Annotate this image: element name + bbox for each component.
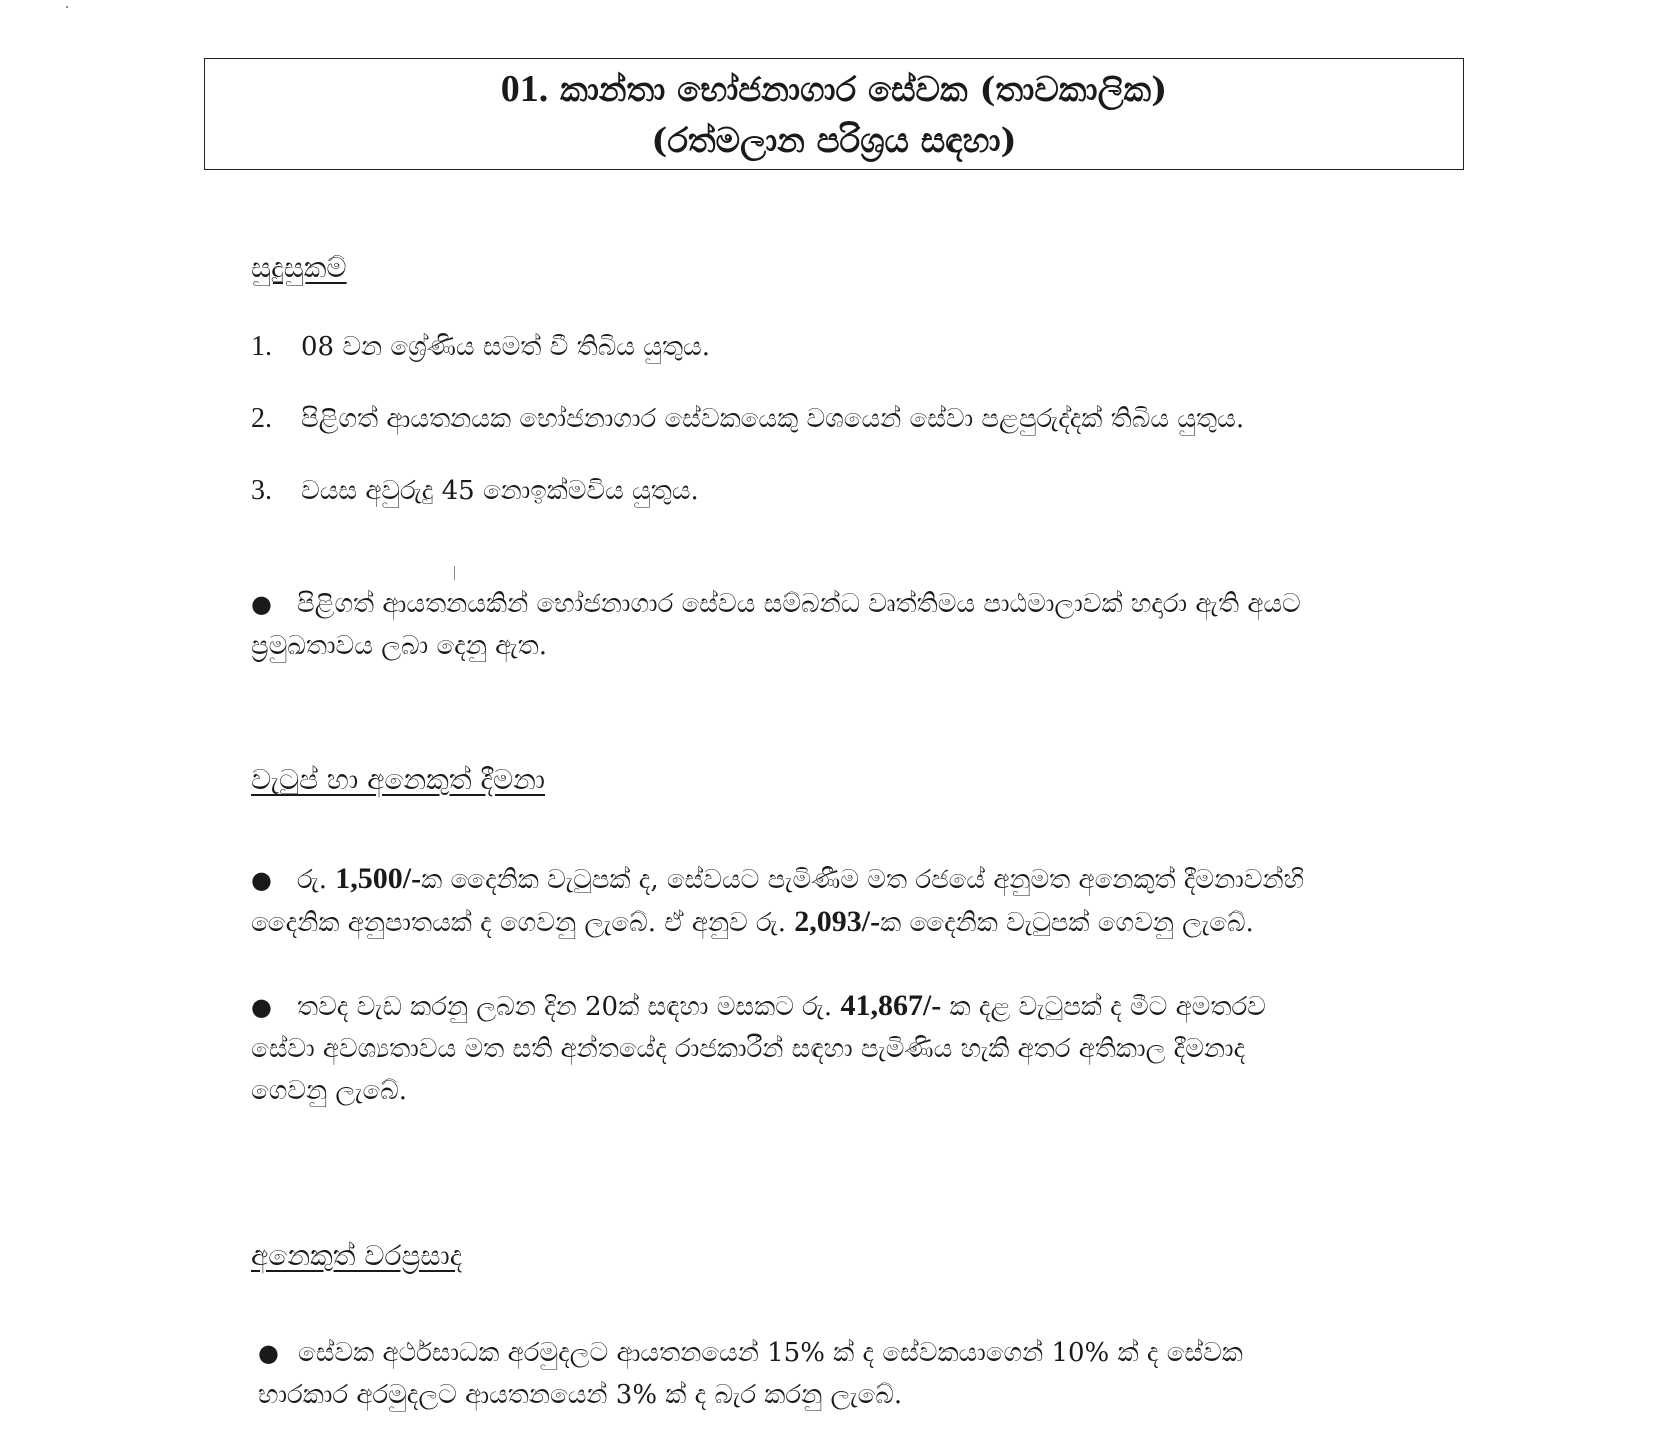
salary-bullet-1	[251, 858, 1491, 944]
salary-b1-line2-post: ක දෛනික වැටුපක් ගෙවනු ලැබේ.	[880, 908, 1254, 938]
note-line-1: පිළිගත් ආයතනයකින් භෝජනාගාර සේවය සම්බන්ධ වෘත්තිමය පාඨමාලාවක් හදාරා ඇති අයට	[297, 589, 1301, 619]
benefits-heading: අනෙකුත් වරප්‍රසාද	[251, 1239, 463, 1272]
monthly-wage-amount: 41,867/-	[840, 989, 942, 1022]
priority-note	[251, 583, 1491, 667]
scan-speck	[66, 6, 68, 8]
salary-b1-mid: ක දෛනික වැටුපක් ද, සේවයට පැමිණීම මත රජයේ අනුමත අනෙකුත් දීමනාවන්හි	[421, 865, 1305, 895]
item-text: 08 වන ශ්‍රේණිය සමත් වී තිබිය යුතුය.	[301, 332, 711, 362]
salary-bullet-2	[251, 985, 1491, 1112]
benefits-line-1: සේවක අර්ථසාධක අරමුදලට ආයතනයෙන් 15% ක් ද සේවකයාගෙන් 10% ක් ද සේවක	[298, 1338, 1243, 1368]
salary-b1-line2-pre: දෛනික අනුපාතයක් ද ගෙවනු ලැබේ. ඒ අනුව රු.	[251, 908, 795, 938]
salary-b2-post: ක දළ වැටුපක් ද මීට අමතරව	[941, 992, 1266, 1022]
bullet-icon: ●	[251, 993, 272, 1021]
item-text: පිළිගත් ආයතනයක භෝජනාගාර සේවකයෙකු වශයෙන් සේවා පළපුරුද්දක් තිබිය යුතුය.	[301, 404, 1245, 434]
benefits-line-2: භාරකාර අරමුදලට ආයතනයෙන් 3% ක් ද බැර කරනු ලැබේ.	[258, 1380, 903, 1410]
note-line-2: ප්‍රමුඛතාවය ලබා දෙනු ඇත.	[251, 631, 548, 661]
qualification-item	[251, 326, 1491, 368]
bullet-icon: ●	[258, 1339, 279, 1367]
item-number: 2.	[251, 403, 272, 434]
bullet-icon: ●	[251, 866, 272, 894]
title-number: 01.	[500, 68, 549, 110]
bullet-icon: ●	[251, 590, 272, 618]
item-number: 3.	[251, 475, 272, 506]
qualification-item	[251, 398, 1491, 440]
item-number: 1.	[251, 331, 272, 362]
title-text: කාන්තා භෝජනාගාර සේවක (තාවකාලික)	[560, 70, 1168, 110]
salary-b1-pre: රු.	[297, 865, 336, 895]
benefits-bullet	[258, 1332, 1498, 1416]
title-line-1	[205, 67, 1463, 112]
salary-b2-line2: සේවා අවශ්‍යතාවය මත සති අන්තයේද රාජකාරීන් සඳහා පැමිණිය හැකි අතර අතිකාල දීමනාද	[251, 1034, 1246, 1064]
title-line-2: (රත්මලාන පරිශ්‍රය සඳහා)	[651, 121, 1017, 161]
qualification-item	[251, 470, 1491, 512]
salary-b2-line3: ගෙවනු ලැබේ.	[251, 1076, 408, 1106]
total-daily-wage-amount: 2,093/-	[794, 905, 881, 938]
daily-wage-amount: 1,500/-	[335, 862, 422, 895]
salary-heading: වැටුප් හා අනෙකුත් දීමනා	[251, 763, 546, 796]
qualifications-heading: සුදුසුකම්	[251, 251, 347, 284]
scan-speck	[454, 566, 455, 580]
salary-b2-pre: තවද වැඩ කරනු ලබන දින 20ක් සඳහා මසකට රු.	[297, 992, 841, 1022]
title-box	[204, 58, 1464, 170]
item-text: වයස අවුරුදු 45 නොඉක්මවිය යුතුය.	[301, 476, 699, 506]
